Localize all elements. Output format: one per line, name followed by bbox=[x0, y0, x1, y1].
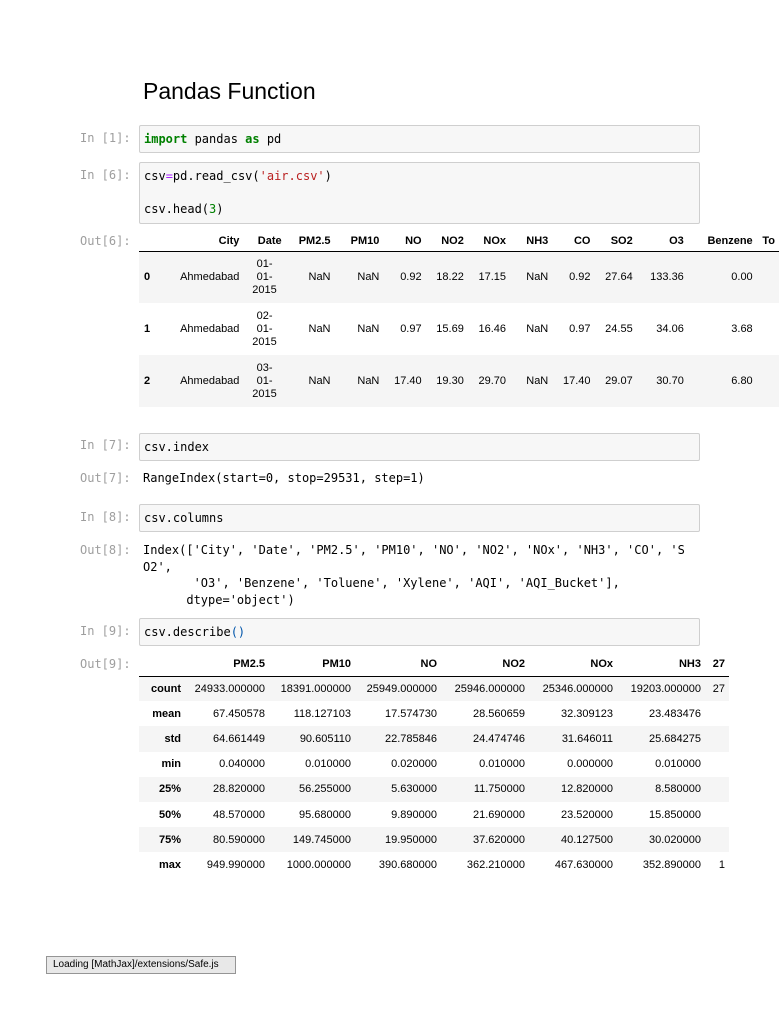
table-row bbox=[139, 827, 729, 852]
table-cell bbox=[705, 827, 729, 852]
table-cell: NaN bbox=[308, 271, 331, 284]
table-cell: 25346.000000 bbox=[542, 682, 613, 695]
table-cell: 31.646011 bbox=[561, 732, 613, 745]
table-cell: 8.580000 bbox=[655, 783, 701, 796]
code-text: csv.describe bbox=[144, 625, 231, 639]
date-part: 03- bbox=[256, 361, 273, 374]
column-header: PM10 bbox=[350, 234, 380, 247]
table-cell: 29.70 bbox=[478, 375, 507, 387]
row-label: max bbox=[158, 858, 181, 871]
table-cell: 0.97 bbox=[400, 323, 422, 335]
row-label: 25% bbox=[158, 783, 181, 796]
table-cell: NaN bbox=[308, 323, 331, 335]
table-cell: 24933.000000 bbox=[194, 682, 265, 695]
table-cell: 11.750000 bbox=[473, 783, 525, 796]
code-text: () bbox=[230, 625, 246, 639]
keyword: import bbox=[144, 132, 188, 146]
table-cell: 0.00 bbox=[731, 271, 753, 284]
table-cell: 56.255000 bbox=[299, 783, 351, 796]
table-cell: 22.785846 bbox=[385, 732, 437, 745]
row-index: 2 bbox=[144, 375, 151, 387]
code-line bbox=[144, 625, 245, 639]
table-cell: 17.574730 bbox=[385, 707, 437, 720]
code-line bbox=[144, 132, 281, 146]
table-cell: 64.661449 bbox=[213, 732, 265, 745]
table-row bbox=[139, 777, 729, 802]
table-cell: NaN bbox=[526, 271, 549, 284]
table-cell: 90.605110 bbox=[299, 732, 351, 745]
table-row bbox=[139, 852, 729, 877]
table-cell bbox=[705, 726, 729, 751]
table-cell: 28.560659 bbox=[473, 707, 525, 720]
table-cell: 12.820000 bbox=[561, 783, 613, 796]
row-index: 1 bbox=[144, 323, 151, 335]
date-part: 01- bbox=[256, 322, 273, 335]
table-cell: 30.020000 bbox=[649, 833, 701, 846]
table-cell: 0.000000 bbox=[567, 758, 613, 771]
column-header bbox=[139, 652, 185, 676]
output-prompt: Out[9]: bbox=[80, 657, 131, 671]
table-cell: 18.22 bbox=[436, 271, 464, 284]
code-line bbox=[144, 169, 332, 183]
input-prompt: In [9]: bbox=[80, 624, 131, 638]
table-cell: 0.97 bbox=[569, 323, 591, 335]
row-label: 75% bbox=[158, 833, 181, 846]
head-output-table bbox=[139, 231, 775, 413]
output-line: 'O3', 'Benzene', 'Toluene', 'Xylene', 'AQI', 'AQI_Bucket'], bbox=[143, 576, 620, 590]
table-cell: 0.020000 bbox=[391, 758, 437, 771]
table-cell: 362.210000 bbox=[466, 858, 525, 871]
table-cell: NaN bbox=[357, 375, 380, 387]
operator: = bbox=[165, 169, 173, 183]
table-row bbox=[139, 676, 729, 701]
code-text: pd.read_csv( bbox=[172, 169, 260, 183]
column-header: SO2 bbox=[610, 234, 633, 247]
code-text: csv bbox=[144, 169, 166, 183]
code-cell[interactable] bbox=[139, 433, 700, 461]
cell-output: RangeIndex(start=0, stop=29531, step=1) bbox=[143, 471, 425, 485]
number-literal: 3 bbox=[209, 202, 217, 216]
table-cell: 16.46 bbox=[478, 323, 507, 335]
table-cell: 48.570000 bbox=[213, 808, 265, 821]
column-header: NOx bbox=[590, 657, 613, 670]
column-header: Benzene bbox=[707, 234, 753, 247]
table-cell: 390.680000 bbox=[378, 858, 437, 871]
output-line: dtype='object') bbox=[143, 592, 295, 607]
notebook-title: Pandas Function bbox=[143, 78, 316, 104]
column-header: CO bbox=[573, 234, 591, 247]
table-cell: NaN bbox=[526, 323, 549, 335]
table-cell: 67.450578 bbox=[213, 707, 265, 720]
table-row bbox=[139, 752, 729, 777]
table-cell: 25.684275 bbox=[649, 732, 701, 745]
table-cell: 32.309123 bbox=[561, 707, 613, 720]
table-cell: 19203.000000 bbox=[630, 682, 701, 695]
input-prompt: In [1]: bbox=[80, 131, 131, 145]
column-header: PM2.5 bbox=[298, 234, 331, 247]
table-cell: 17.15 bbox=[478, 271, 507, 284]
table-cell: 0.92 bbox=[569, 271, 591, 284]
table-cell bbox=[705, 777, 729, 802]
cell-output bbox=[143, 542, 685, 608]
table-cell: 5.630000 bbox=[391, 783, 437, 796]
table-cell: 3.68 bbox=[731, 323, 753, 335]
table-row bbox=[139, 355, 779, 407]
date-part: 01- bbox=[256, 374, 273, 387]
table-cell: 25946.000000 bbox=[454, 682, 525, 695]
output-prompt: Out[7]: bbox=[80, 471, 131, 485]
table-cell: 949.990000 bbox=[206, 858, 265, 871]
output-line: Index(['City', 'Date', 'PM2.5', 'PM10', 'NO', 'NO2', 'NOx', 'NH3', 'CO', 'S bbox=[143, 543, 685, 557]
table-cell: 17.40 bbox=[394, 375, 422, 387]
code-line: csv.columns bbox=[144, 511, 224, 525]
row-label: min bbox=[161, 758, 181, 771]
table-header-row bbox=[139, 652, 729, 676]
table-cell: 133.36 bbox=[650, 271, 684, 284]
row-label: count bbox=[151, 682, 181, 695]
table-cell: 15.850000 bbox=[649, 808, 701, 821]
table-cell: 6.80 bbox=[731, 375, 753, 387]
table-cell: Ahmedabad bbox=[180, 271, 240, 284]
row-index: 0 bbox=[144, 271, 151, 284]
table-row bbox=[139, 726, 729, 751]
table-header-row bbox=[139, 231, 779, 251]
table-cell bbox=[757, 355, 779, 407]
table-cell bbox=[705, 701, 729, 726]
column-header: PM10 bbox=[322, 657, 351, 670]
column-header: PM2.5 bbox=[233, 657, 265, 670]
dataframe-table bbox=[139, 652, 729, 878]
table-cell bbox=[757, 303, 779, 355]
input-prompt: In [8]: bbox=[80, 510, 131, 524]
code-text: csv.head( bbox=[144, 202, 210, 216]
column-header: O3 bbox=[669, 234, 684, 247]
input-prompt: In [6]: bbox=[80, 168, 131, 182]
code-text: pd bbox=[259, 132, 282, 146]
table-cell: 28.820000 bbox=[213, 783, 265, 796]
table-cell: NaN bbox=[308, 375, 331, 387]
column-header: NO2 bbox=[502, 657, 525, 670]
table-cell: 80.590000 bbox=[213, 833, 265, 846]
table-cell: 1 bbox=[718, 858, 725, 871]
table-cell: 0.010000 bbox=[479, 758, 525, 771]
table-cell: 0.010000 bbox=[305, 758, 351, 771]
table-cell: 18391.000000 bbox=[280, 682, 351, 695]
table-cell: 21.690000 bbox=[473, 808, 525, 821]
code-cell[interactable] bbox=[139, 162, 700, 224]
table-cell: 118.127103 bbox=[293, 707, 351, 720]
code-text: ) bbox=[324, 169, 332, 183]
table-row bbox=[139, 701, 729, 726]
table-cell: 24.474746 bbox=[473, 732, 525, 745]
table-cell: 0.010000 bbox=[655, 758, 701, 771]
column-header: To bbox=[762, 234, 775, 247]
table-cell: NaN bbox=[526, 375, 549, 387]
code-cell[interactable] bbox=[139, 618, 700, 646]
code-cell[interactable] bbox=[139, 125, 700, 153]
column-header: NO bbox=[420, 657, 437, 670]
row-label: mean bbox=[152, 707, 181, 720]
loading-status: Loading [MathJax]/extensions/Safe.js bbox=[46, 956, 236, 974]
table-cell bbox=[705, 752, 729, 777]
column-header bbox=[139, 231, 168, 251]
row-label: 50% bbox=[158, 808, 181, 821]
table-cell: 352.890000 bbox=[642, 858, 701, 871]
keyword: as bbox=[245, 132, 260, 146]
string-literal: 'air.csv' bbox=[259, 169, 325, 183]
table-cell: NaN bbox=[357, 271, 380, 284]
table-cell: 467.630000 bbox=[554, 858, 613, 871]
table-cell bbox=[757, 251, 779, 303]
table-cell: 0.040000 bbox=[219, 758, 265, 771]
table-row bbox=[139, 303, 779, 355]
table-cell: 27.64 bbox=[605, 271, 633, 284]
code-line: csv.index bbox=[144, 440, 210, 454]
date-part: 01- bbox=[256, 270, 273, 283]
table-cell: 0.92 bbox=[400, 271, 422, 284]
table-cell: 29.07 bbox=[605, 375, 633, 387]
table-cell: Ahmedabad bbox=[180, 375, 240, 387]
table-cell: 1000.000000 bbox=[286, 858, 351, 871]
column-header: NO2 bbox=[441, 234, 464, 247]
date-part: 2015 bbox=[252, 387, 277, 400]
column-header: Date bbox=[257, 234, 282, 247]
column-header: NH3 bbox=[526, 234, 549, 247]
table-cell: 37.620000 bbox=[473, 833, 525, 846]
column-header: 27 bbox=[712, 657, 725, 670]
table-cell bbox=[243, 251, 285, 303]
table-cell: 24.55 bbox=[605, 323, 633, 335]
table-cell: 23.520000 bbox=[561, 808, 613, 821]
date-part: 02- bbox=[256, 309, 273, 322]
table-cell: NaN bbox=[357, 323, 380, 335]
column-header: NO bbox=[405, 234, 422, 247]
input-prompt: In [7]: bbox=[80, 438, 131, 452]
table-cell: 9.890000 bbox=[391, 808, 437, 821]
output-line: O2', bbox=[143, 559, 172, 574]
column-header: City bbox=[218, 234, 240, 247]
output-prompt: Out[8]: bbox=[80, 543, 131, 557]
code-line bbox=[144, 202, 224, 216]
table-cell bbox=[243, 303, 285, 355]
date-part: 2015 bbox=[252, 283, 277, 296]
table-cell: 25949.000000 bbox=[366, 682, 437, 695]
table-cell: 27 bbox=[712, 682, 725, 695]
table-cell: Ahmedabad bbox=[180, 323, 240, 335]
code-text: ) bbox=[216, 202, 224, 216]
row-label: std bbox=[164, 732, 181, 745]
table-cell: 40.127500 bbox=[561, 833, 613, 846]
describe-output-table bbox=[139, 652, 725, 880]
table-row bbox=[139, 251, 779, 303]
date-part: 2015 bbox=[252, 335, 277, 348]
table-cell: 95.680000 bbox=[299, 808, 351, 821]
table-cell bbox=[705, 802, 729, 827]
table-cell bbox=[243, 355, 285, 407]
table-cell: 19.950000 bbox=[385, 833, 437, 846]
dataframe-table bbox=[139, 231, 779, 407]
table-row bbox=[139, 802, 729, 827]
table-cell: 17.40 bbox=[562, 375, 591, 387]
output-prompt: Out[6]: bbox=[80, 234, 131, 248]
table-cell: 149.745000 bbox=[292, 833, 351, 846]
column-header: NH3 bbox=[678, 657, 701, 670]
table-cell: 23.483476 bbox=[649, 707, 701, 720]
code-text: pandas bbox=[187, 132, 246, 146]
table-cell: 15.69 bbox=[436, 323, 464, 335]
table-cell: 34.06 bbox=[656, 323, 684, 335]
table-cell: 19.30 bbox=[436, 375, 464, 387]
code-cell[interactable] bbox=[139, 504, 700, 532]
column-header: NOx bbox=[483, 234, 507, 247]
date-part: 01- bbox=[256, 257, 273, 270]
table-cell: 30.70 bbox=[656, 375, 684, 387]
